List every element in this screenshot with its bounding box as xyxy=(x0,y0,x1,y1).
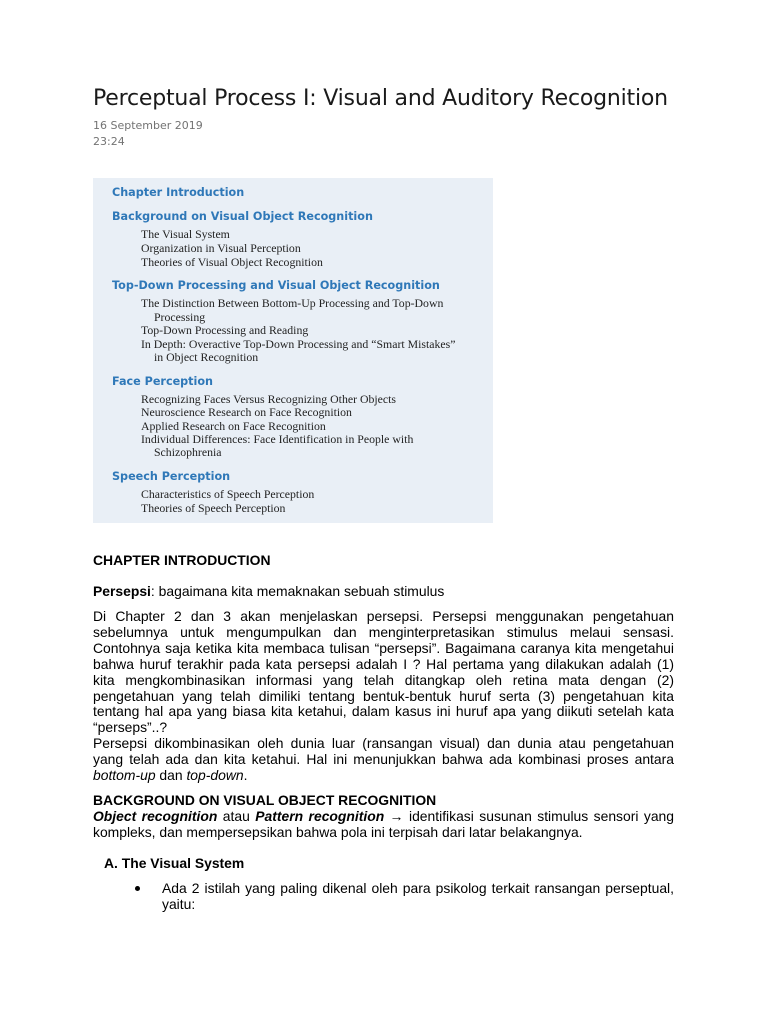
paragraph-line: sebelumnya untuk mengumpulkan dan menginterpretasikan stimulus melaui sensasi. xyxy=(93,623,674,640)
toc-item: Theories of Speech Perception xyxy=(141,501,286,515)
paragraph-line xyxy=(93,768,674,784)
toc-item: Applied Research on Face Recognition xyxy=(141,419,326,433)
toc-item: Recognizing Faces Versus Recognizing Other Objects xyxy=(141,392,396,406)
paragraph-line: pengetahuan yang telah dimiliki tentang bentuk-bentuk huruf serta (3) pengetahuan kita xyxy=(93,687,674,704)
list-item xyxy=(138,880,674,913)
toc-item: Top-Down Processing and Reading xyxy=(141,323,309,337)
persepsi-def: : bagaimana kita memaknakan sebuah stimulus xyxy=(150,583,445,599)
toc-item: Organization in Visual Perception xyxy=(141,241,301,255)
toc-section-speech: Speech Perception xyxy=(112,470,231,483)
object-recognition-definition xyxy=(93,809,674,841)
paragraph-line: tentang hal apa yang biasa kita ketahui, dalam kasus ini huruf apa yang diikuti setelah kata xyxy=(93,703,674,720)
paragraph-intro xyxy=(93,609,674,784)
background-heading: BACKGROUND ON VISUAL OBJECT RECOGNITION xyxy=(93,792,437,808)
toc-section-top-down: Top-Down Processing and Visual Object Recognition xyxy=(112,279,440,292)
paragraph-line: Di Chapter 2 dan 3 akan menjelaskan persepsi. Persepsi menggunakan pengetahuan xyxy=(93,608,674,624)
toc-section-face: Face Perception xyxy=(112,375,214,388)
bullet-line: Ada 2 istilah yang paling dikenal oleh para psikolog terkait ransangan perseptual, xyxy=(162,880,674,896)
page-time: 23:24 xyxy=(93,135,125,148)
toc-item: Individual Differences: Face Identification in People with xyxy=(141,432,414,446)
visual-system-heading: A. The Visual System xyxy=(104,855,245,871)
paragraph-line xyxy=(93,809,674,825)
toc-item: The Distinction Between Bottom-Up Processing and Top-Down xyxy=(141,296,444,310)
bottom-up-term: bottom-up xyxy=(93,767,156,784)
paragraph-line: kita mengkombinasikan informasi yang telah ditangkap oleh retina mata dengan (2) xyxy=(93,671,674,688)
toc-item: Neuroscience Research on Face Recognition xyxy=(141,405,352,419)
chapter-intro-heading: CHAPTER INTRODUCTION xyxy=(93,552,271,568)
toc-item: Theories of Visual Object Recognition xyxy=(141,255,323,269)
bullet-line: yaitu: xyxy=(162,896,196,913)
paragraph-line: bahwa huruf terakhir pada kata persepsi adalah I ? Hal pertama yang dilakukan adalah (1) xyxy=(93,655,674,672)
toc-section-background: Background on Visual Object Recognition xyxy=(112,210,373,223)
table-of-contents-image xyxy=(93,178,493,523)
toc-item: Characteristics of Speech Perception xyxy=(141,487,315,501)
toc-item: Processing xyxy=(154,310,206,324)
and-word: dan xyxy=(155,767,187,784)
bullet-text xyxy=(162,880,674,913)
persepsi-definition xyxy=(93,584,674,600)
bullet-icon xyxy=(135,886,140,891)
page-date: 16 September 2019 xyxy=(93,119,203,132)
paragraph-line: yang telah ada dan kita ketahui. Hal ini menunjukkan bahwa ada kombinasi proses antara xyxy=(93,751,674,768)
persepsi-term: Persepsi xyxy=(93,583,151,599)
object-recognition-term: Object recognition xyxy=(93,808,218,824)
toc-item: in Object Recognition xyxy=(154,350,259,364)
paragraph-line: Persepsi dikombinasikan oleh dunia luar (ransangan visual) dan dunia atau pengetahuan xyxy=(93,735,674,752)
top-down-term: top-down xyxy=(186,767,244,784)
toc-item: Schizophrenia xyxy=(154,445,222,459)
arrow-icon: → xyxy=(384,808,409,824)
atau-word: atau xyxy=(217,808,256,824)
paragraph-line: Contohnya saja ketika kita membaca tulisan “persepsi”. Bagaimana caranya kita mengetahui xyxy=(93,639,674,656)
period: . xyxy=(243,767,248,784)
toc-item: The Visual System xyxy=(141,227,230,241)
paragraph-line: kompleks, dan mempersepsikan bahwa pola ini terpisah dari latar belakangnya. xyxy=(93,823,583,840)
page-title: Perceptual Process I: Visual and Auditory Recognition xyxy=(93,86,668,111)
toc-section-chapter-intro: Chapter Introduction xyxy=(112,186,245,199)
pattern-recognition-term: Pattern recognition xyxy=(255,808,385,824)
paragraph-line: “perseps”..? xyxy=(93,719,168,736)
toc-item: In Depth: Overactive Top-Down Processing and “Smart Mistakes” xyxy=(141,337,456,351)
object-def-line1: identifikasi susunan stimulus sensori yang xyxy=(408,808,674,824)
